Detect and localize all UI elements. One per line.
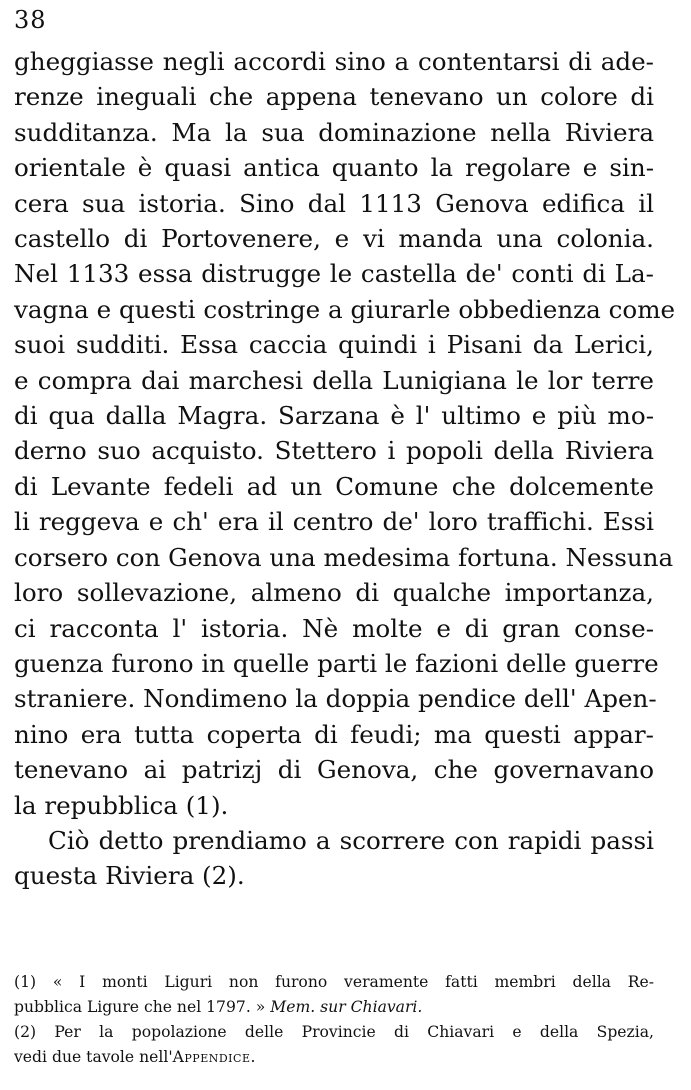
main-text xyxy=(14,44,676,894)
text-line: ci racconta l' istoria. Nè molte e di gran conse- xyxy=(14,613,654,643)
footnote-2-appendix: Appendice. xyxy=(172,1048,256,1066)
page-number: 38 xyxy=(14,6,47,34)
footnote-1-line: (1) « I monti Liguri non furono veramente fatti membri della Re- xyxy=(14,973,654,991)
text-line: li reggeva e ch' era il centro de' loro traffichi. Essi xyxy=(14,507,654,537)
text-line: straniere. Nondimeno la doppia pendice dell' Apen- xyxy=(14,684,657,714)
footnotes xyxy=(14,970,654,1070)
footnote-1-text: pubblica Ligure che nel 1797. » xyxy=(14,998,266,1016)
text-line: Ciò detto prendiamo a scorrere con rapidi passi xyxy=(48,825,654,855)
text-line: castello di Portovenere, e vi manda una colonia. xyxy=(14,224,654,254)
footnote-2-line: (2) Per la popolazione delle Provincie di Chiavari e della Spezia, xyxy=(14,1023,654,1041)
footnote-2-text: vedi due tavole nell' xyxy=(14,1048,173,1066)
text-line: vagna e questi costringe a giurarle obbedienza come xyxy=(14,294,676,324)
text-line: orientale è quasi antica quanto la regolare e sin- xyxy=(14,153,654,183)
text-line: tenevano ai patrizj di Genova, che governavano xyxy=(14,755,654,785)
text-line: derno suo acquisto. Stettero i popoli della Riviera xyxy=(14,436,654,466)
text-line: corsero con Genova una medesima fortuna. Nessuna xyxy=(14,542,674,572)
text-line: renze ineguali che appena tenevano un colore di xyxy=(14,82,654,112)
text-line: suoi sudditi. Essa caccia quindi i Pisani da Lerici, xyxy=(14,330,654,360)
footnote-1-source: Mem. sur Chiavari. xyxy=(270,998,423,1016)
text-line: questa Riviera (2). xyxy=(14,861,245,891)
text-line: Nel 1133 essa distrugge le castella de' conti di La- xyxy=(14,259,654,289)
text-line: loro sollevazione, almeno di qualche importanza, xyxy=(14,578,654,608)
text-line: di Levante fedeli ad un Comune che dolcemente xyxy=(14,471,654,501)
text-line: di qua dalla Magra. Sarzana è l' ultimo e più mo- xyxy=(14,401,654,431)
footnote-1-line xyxy=(14,995,654,1020)
text-line: sudditanza. Ma la sua dominazione nella Riviera xyxy=(14,117,654,147)
text-line: la repubblica (1). xyxy=(14,790,229,820)
text-line: cera sua istoria. Sino dal 1113 Genova edifica il xyxy=(14,188,654,218)
text-line: guenza furono in quelle parti le fazioni delle guerre xyxy=(14,648,659,678)
text-line: gheggiasse negli accordi sino a contentarsi di ade- xyxy=(14,47,654,76)
text-line: e compra dai marchesi della Lunigiana le lor terre xyxy=(14,365,654,395)
footnote-2-line xyxy=(14,1045,654,1070)
text-line: nino era tutta coperta di feudi; ma questi appar- xyxy=(14,719,654,749)
